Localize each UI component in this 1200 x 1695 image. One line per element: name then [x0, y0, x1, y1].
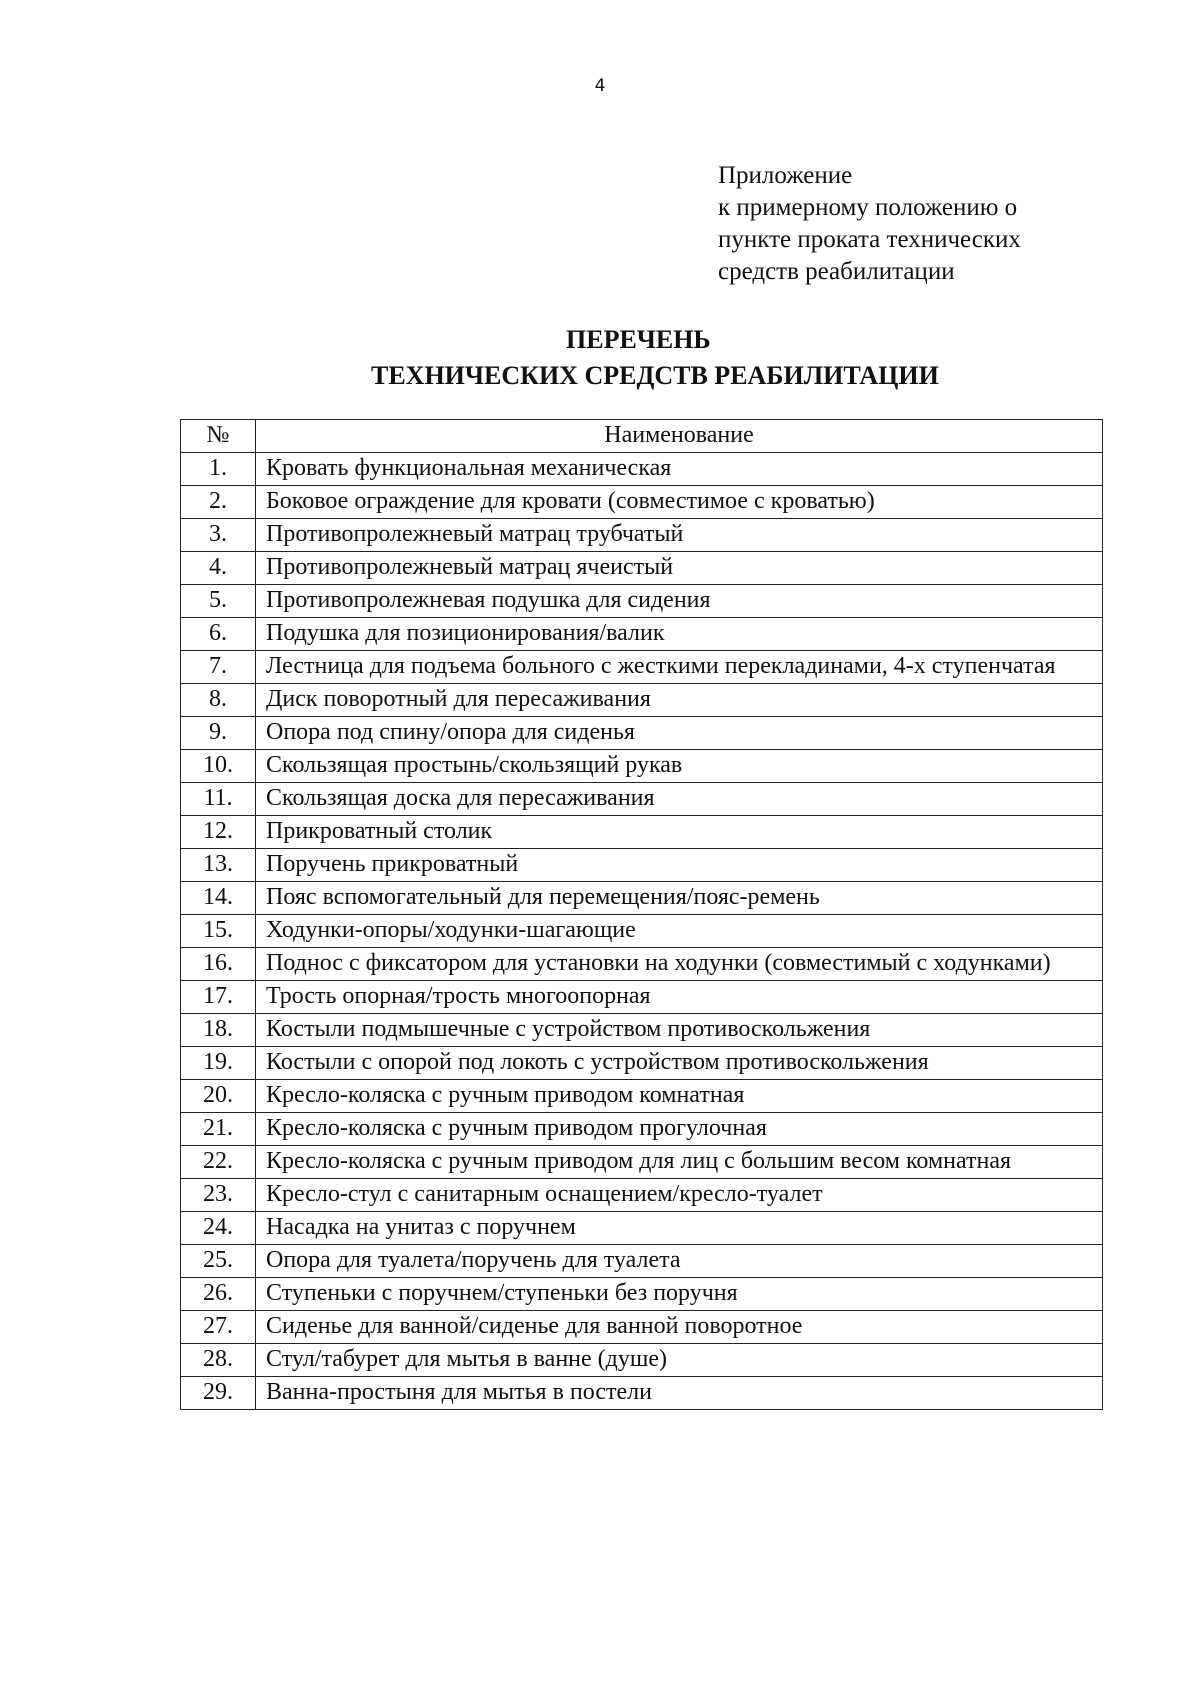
table-row — [181, 882, 1103, 915]
item-number: 17. — [181, 981, 256, 1014]
item-number: 5. — [181, 585, 256, 618]
table-row — [181, 585, 1103, 618]
item-number: 22. — [181, 1146, 256, 1179]
table-row — [181, 552, 1103, 585]
item-name: Пояс вспомогательный для перемещения/пояс-ремень — [256, 882, 1103, 915]
table-row — [181, 816, 1103, 849]
item-number: 2. — [181, 486, 256, 519]
item-name: Ходунки-опоры/ходунки-шагающие — [256, 915, 1103, 948]
item-name: Кровать функциональная механическая — [256, 453, 1103, 486]
item-name: Боковое ограждение для кровати (совместимое с кроватью) — [256, 486, 1103, 519]
item-name: Сиденье для ванной/сиденье для ванной поворотное — [256, 1311, 1103, 1344]
item-number: 13. — [181, 849, 256, 882]
table-body — [181, 453, 1103, 1410]
table-header-row — [181, 420, 1103, 453]
table-row — [181, 849, 1103, 882]
item-number: 16. — [181, 948, 256, 981]
item-number: 20. — [181, 1080, 256, 1113]
item-name: Кресло-коляска с ручным приводом комнатная — [256, 1080, 1103, 1113]
item-number: 4. — [181, 552, 256, 585]
item-number: 12. — [181, 816, 256, 849]
item-name: Диск поворотный для пересаживания — [256, 684, 1103, 717]
table-row — [181, 519, 1103, 552]
item-number: 9. — [181, 717, 256, 750]
table-row — [181, 1377, 1103, 1410]
table-row — [181, 948, 1103, 981]
table-row — [181, 1245, 1103, 1278]
appendix-note — [718, 160, 1021, 288]
table-row — [181, 1014, 1103, 1047]
item-name: Противопролежневый матрац ячеистый — [256, 552, 1103, 585]
table-row — [181, 453, 1103, 486]
item-name: Ванна-простыня для мытья в постели — [256, 1377, 1103, 1410]
item-number: 14. — [181, 882, 256, 915]
table-row — [181, 1179, 1103, 1212]
table-row — [181, 618, 1103, 651]
appendix-line: средств реабилитации — [718, 258, 955, 285]
table-row — [181, 684, 1103, 717]
table-row — [181, 1113, 1103, 1146]
item-number: 21. — [181, 1113, 256, 1146]
column-header-name: Наименование — [256, 420, 1103, 453]
item-number: 26. — [181, 1278, 256, 1311]
table-row — [181, 1047, 1103, 1080]
item-number: 10. — [181, 750, 256, 783]
item-name: Костыли подмышечные с устройством противоскольжения — [256, 1014, 1103, 1047]
item-number: 23. — [181, 1179, 256, 1212]
table-row — [181, 1146, 1103, 1179]
item-name: Прикроватный столик — [256, 816, 1103, 849]
title-line-1: ПЕРЕЧЕНЬ — [566, 325, 711, 354]
item-name: Ступеньки с поручнем/ступеньки без поручня — [256, 1278, 1103, 1311]
item-number: 15. — [181, 915, 256, 948]
item-name: Кресло-стул с санитарным оснащением/кресло-туалет — [256, 1179, 1103, 1212]
item-name: Стул/табурет для мытья в ванне (душе) — [256, 1344, 1103, 1377]
item-name: Кресло-коляска с ручным приводом для лиц с большим весом комнатная — [256, 1146, 1103, 1179]
item-name: Противопролежневый матрац трубчатый — [256, 519, 1103, 552]
table-row — [181, 1212, 1103, 1245]
item-number: 3. — [181, 519, 256, 552]
item-name: Кресло-коляска с ручным приводом прогулочная — [256, 1113, 1103, 1146]
item-name: Трость опорная/трость многоопорная — [256, 981, 1103, 1014]
item-number: 19. — [181, 1047, 256, 1080]
item-number: 6. — [181, 618, 256, 651]
item-name: Опора для туалета/поручень для туалета — [256, 1245, 1103, 1278]
appendix-line: к примерному положению о — [718, 194, 1018, 221]
table-row — [181, 486, 1103, 519]
page-number: 4 — [594, 76, 606, 96]
item-number: 7. — [181, 651, 256, 684]
table-row — [181, 1344, 1103, 1377]
item-name: Скользящая доска для пересаживания — [256, 783, 1103, 816]
item-number: 1. — [181, 453, 256, 486]
items-table — [180, 419, 1103, 1410]
appendix-line: пункте проката технических — [718, 226, 1021, 253]
table-row — [181, 717, 1103, 750]
table-row — [181, 1311, 1103, 1344]
item-number: 24. — [181, 1212, 256, 1245]
table-row — [181, 981, 1103, 1014]
item-name: Скользящая простынь/скользящий рукав — [256, 750, 1103, 783]
item-name: Поднос с фиксатором для установки на ходунки (совместимый с ходунками) — [256, 948, 1103, 981]
item-number: 18. — [181, 1014, 256, 1047]
item-number: 8. — [181, 684, 256, 717]
item-number: 27. — [181, 1311, 256, 1344]
item-name: Лестница для подъема больного с жесткими перекладинами, 4-х ступенчатая — [256, 651, 1103, 684]
item-name: Подушка для позиционирования/валик — [256, 618, 1103, 651]
column-header-number: № — [181, 420, 256, 453]
appendix-line: Приложение — [718, 162, 853, 189]
title-line-2: ТЕХНИЧЕСКИХ СРЕДСТВ РЕАБИЛИТАЦИИ — [371, 361, 939, 390]
item-number: 28. — [181, 1344, 256, 1377]
table-row — [181, 915, 1103, 948]
table-row — [181, 1278, 1103, 1311]
table-row — [181, 651, 1103, 684]
item-name: Опора под спину/опора для сиденья — [256, 717, 1103, 750]
item-number: 11. — [181, 783, 256, 816]
item-name: Костыли с опорой под локоть с устройством противоскольжения — [256, 1047, 1103, 1080]
table-row — [181, 783, 1103, 816]
item-number: 29. — [181, 1377, 256, 1410]
item-number: 25. — [181, 1245, 256, 1278]
table-row — [181, 750, 1103, 783]
item-name: Поручень прикроватный — [256, 849, 1103, 882]
item-name: Насадка на унитаз с поручнем — [256, 1212, 1103, 1245]
table-row — [181, 1080, 1103, 1113]
item-name: Противопролежневая подушка для сидения — [256, 585, 1103, 618]
